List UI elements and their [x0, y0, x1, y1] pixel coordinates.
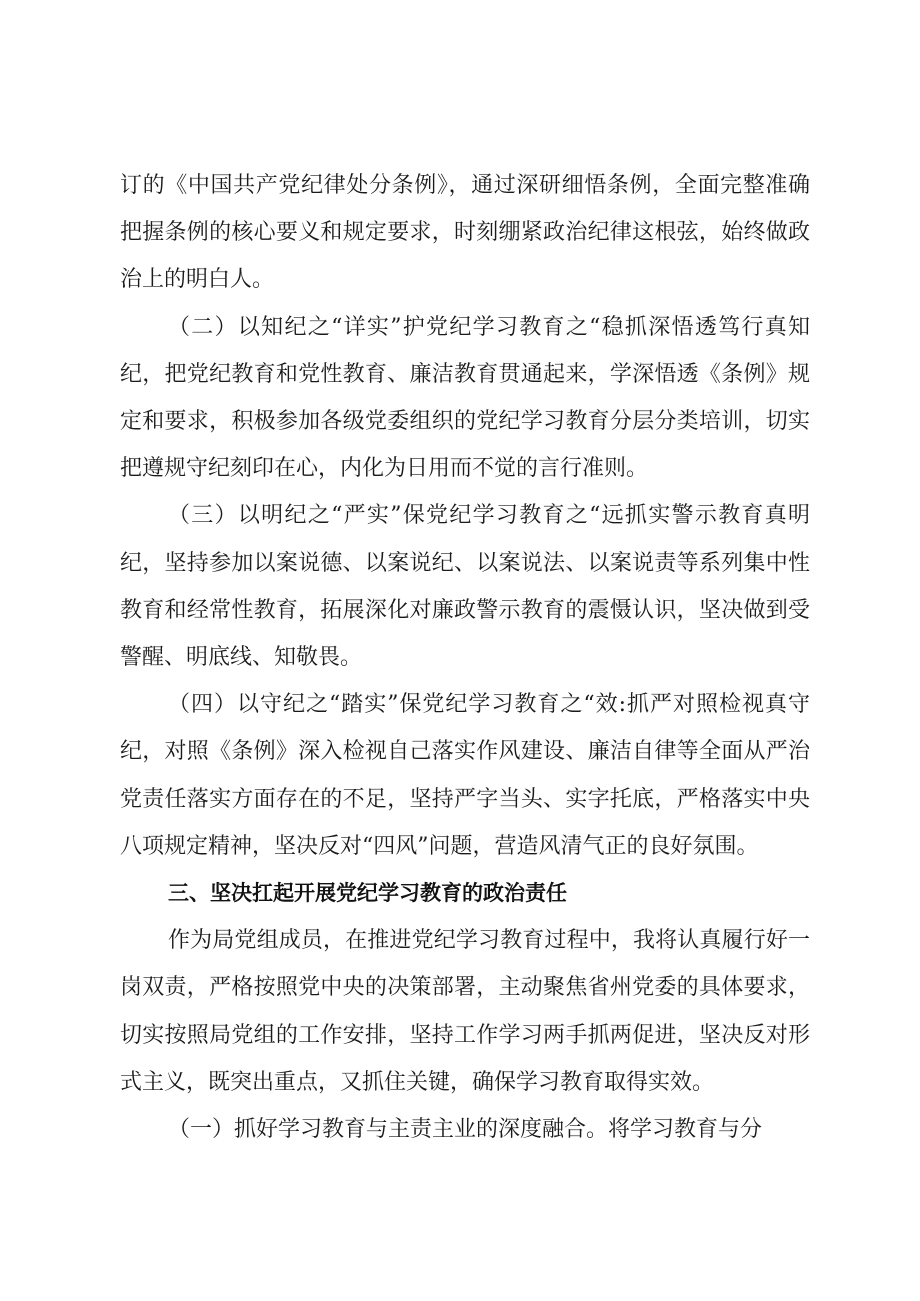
paragraph-subsection-1: （一）抓好学习教育与主责主业的深度融合。将学习教育与分 [168, 1117, 763, 1143]
paragraph-section-3: （三）以明纪之“严实”保党纪学习教育之“远抓实警示教育真明纪，坚持参加以案说德、以案说纪、以案说法、以案说责等系列集中性教育和经常性教育，拓展深化对廉政警示教育的震慑认识，坚决做到受警醒、明底线、知敬畏。 [120, 503, 810, 671]
paragraph-section-2: （二）以知纪之“详实”护党纪学习教育之“稳抓深悟透笃行真知纪，把党纪教育和党性教育、廉洁教育贯通起来，学深悟透《条例》规定和要求，积极参加各级党委组织的党纪学习教育分层分类培训，切实把遵规守纪刻印在心，内化为日用而不觉的言行准则。 [120, 314, 810, 482]
paragraph-continuation: 订的《中国共产党纪律处分条例》，通过深研细悟条例，全面完整准确把握条例的核心要义和规定要求，时刻绷紧政治纪律这根弦，始终做政治上的明白人。 [120, 173, 810, 293]
paragraph-section-4: （四）以守纪之“踏实”保党纪学习教育之“效:抓严对照检视真守纪，对照《条例》深入检视自己落实作风建设、廉洁自律等全面从严治党责任落实方面存在的不足，坚持严字当头、实字托底，严格落实中央八项规定精神，坚决反对“四风”问题，营造风清气正的良好氛围。 [120, 692, 810, 859]
section-heading-3: 三、坚决扛起开展党纪学习教育的政治责任 [168, 881, 567, 906]
document-body [120, 162, 810, 1153]
paragraph-intro: 作为局党组成员，在推进党纪学习教育过程中，我将认真履行好一岗双责，严格按照党中央的决策部署，主动聚焦省州党委的具体要求，切实按照局党组的工作安排，坚持工作学习两手抓两促进，坚决反对形式主义，既突出重点，又抓住关键，确保学习教育取得实效。 [120, 928, 810, 1095]
